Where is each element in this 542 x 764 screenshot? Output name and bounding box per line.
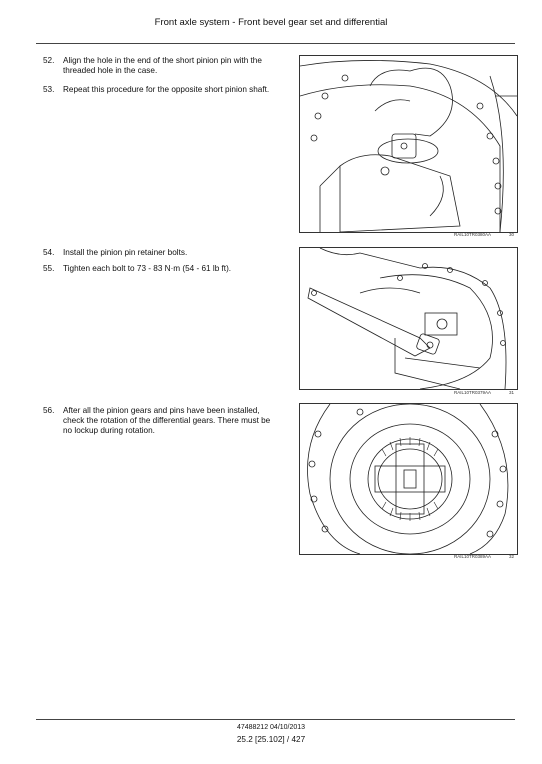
figure-32-image — [299, 403, 518, 555]
header-rule — [36, 43, 515, 44]
step-text: Tighten each bolt to 73 - 83 N·m (54 - 61 lb ft). — [63, 264, 232, 273]
step-text: Install the pinion pin retainer bolts. — [63, 248, 188, 257]
step-text: Align the hole in the end of the short pinion pin with the threaded hole in the case. — [63, 56, 262, 75]
footer-rule — [36, 719, 515, 720]
step-text: After all the pinion gears and pins have been installed, check the rotation of the differential gears. There must be no lockup during rotation. — [63, 406, 271, 435]
step-number: 56. — [43, 406, 55, 415]
figure-number: 31 — [508, 390, 514, 395]
figure-30-image — [299, 55, 518, 233]
figure-number: 32 — [508, 554, 514, 559]
step-text: Repeat this procedure for the opposite short pinion shaft. — [63, 85, 270, 94]
page-header-title: Front axle system - Front bevel gear set and differential — [154, 17, 388, 28]
step-number: 52. — [43, 56, 55, 65]
figure-code: RAIL10TR0380AA — [454, 232, 492, 237]
step-54 — [43, 248, 281, 258]
step-number: 55. — [43, 264, 55, 273]
footer-document-code: 47488212 04/10/2013 — [236, 724, 306, 731]
figure-number: 30 — [508, 232, 514, 237]
step-55 — [43, 264, 281, 274]
bolt-holes — [309, 409, 506, 537]
step-53 — [43, 85, 281, 95]
figure-code: RAIL10TR0389AA — [454, 554, 492, 559]
step-56 — [43, 406, 281, 436]
footer-page-number: 25.2 [25.102] / 427 — [236, 735, 306, 744]
bolt-holes — [311, 75, 501, 214]
step-number: 53. — [43, 85, 55, 94]
figure-31-image — [299, 247, 518, 390]
step-number: 54. — [43, 248, 55, 257]
figure-code: RAIL10TR0379AA — [454, 390, 492, 395]
step-52 — [43, 56, 281, 76]
